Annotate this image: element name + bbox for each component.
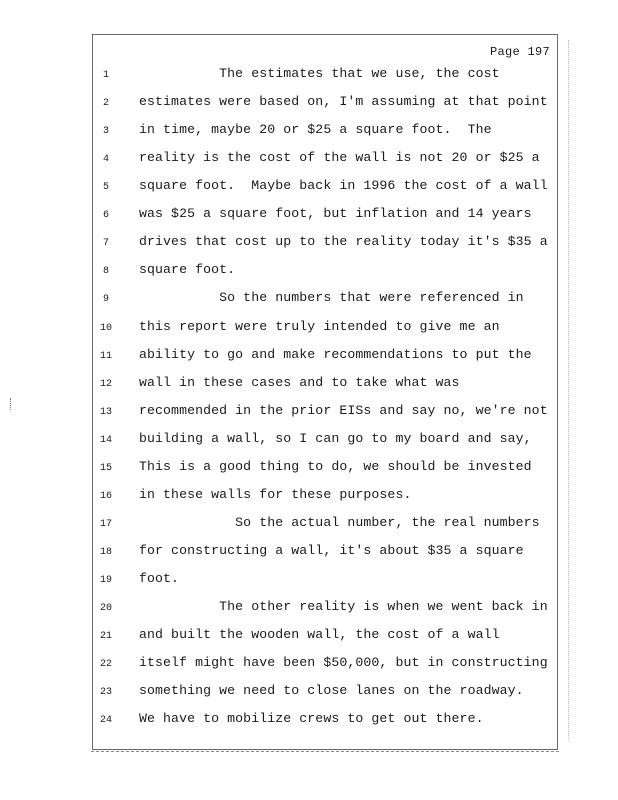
line-text: So the numbers that were referenced in: [139, 290, 524, 306]
line-number: 5: [102, 182, 109, 194]
line-number: 22: [99, 659, 112, 671]
line-text: in these walls for these purposes.: [139, 486, 412, 502]
transcript-line: [0, 375, 618, 395]
line-number: 9: [102, 294, 109, 306]
line-number: 15: [99, 462, 112, 474]
transcript-line: [0, 515, 618, 535]
transcript-line: [0, 150, 618, 170]
line-number: 12: [99, 378, 112, 390]
transcript-line: [0, 290, 618, 310]
transcript-line: [0, 178, 618, 198]
transcript-line: [0, 711, 618, 731]
line-number: 4: [102, 154, 109, 166]
page-number: Page 197: [489, 45, 550, 59]
line-text: in time, maybe 20 or $25 a square foot. The: [139, 122, 492, 138]
line-number: 8: [102, 266, 109, 278]
line-text: estimates were based on, I'm assuming at that point: [139, 94, 548, 109]
line-text: this report were truly intended to give me an: [139, 318, 500, 334]
line-text: recommended in the prior EISs and say no, we're not: [139, 402, 548, 418]
line-number: 23: [99, 687, 112, 699]
transcript-line: [0, 571, 618, 591]
transcript-line: [0, 431, 618, 451]
line-text: We have to mobilize crews to get out there.: [139, 711, 484, 727]
line-number: 6: [102, 210, 109, 222]
line-text: wall in these cases and to take what was: [139, 374, 460, 390]
transcript-line: [0, 347, 618, 367]
line-text: square foot.: [139, 262, 236, 278]
line-number: 7: [102, 238, 109, 250]
transcript-line: [0, 94, 618, 114]
line-number: 21: [99, 631, 112, 642]
line-text: and built the wooden wall, the cost of a wall: [139, 627, 500, 642]
transcript-line: [0, 487, 618, 507]
line-number: 19: [99, 574, 112, 586]
line-number: 2: [102, 98, 109, 109]
line-number: 11: [99, 350, 112, 362]
line-text: ability to go and make recommendations to put the: [139, 346, 532, 362]
line-number: 20: [99, 603, 112, 614]
line-text: reality is the cost of the wall is not 20 or $25 a: [139, 150, 540, 166]
transcript-line: [0, 122, 618, 142]
line-number: 10: [99, 322, 112, 334]
line-number: 1: [102, 70, 109, 81]
transcript-line: [0, 262, 618, 282]
line-text: foot.: [139, 570, 180, 586]
line-number: 17: [99, 518, 112, 530]
line-text: was $25 a square foot, but inflation and 14 years: [139, 206, 532, 222]
line-text: drives that cost up to the reality today it's $35 a: [139, 234, 548, 250]
transcript-line: [0, 655, 618, 675]
transcript-line: [0, 627, 618, 647]
transcript-line: [0, 319, 618, 339]
line-text: This is a good thing to do, we should be invested: [139, 458, 532, 474]
transcript-line: [0, 234, 618, 254]
transcript-line: [0, 403, 618, 423]
line-number: 24: [99, 715, 112, 727]
line-text: itself might have been $50,000, but in constructing: [139, 655, 548, 671]
line-text: something we need to close lanes on the roadway.: [139, 683, 524, 699]
line-text: So the actual number, the real numbers: [139, 514, 540, 530]
line-text: for constructing a wall, it's about $35 a square: [139, 542, 524, 558]
line-text: The estimates that we use, the cost: [139, 66, 500, 81]
line-number: 16: [99, 490, 112, 502]
line-number: 18: [99, 546, 112, 558]
transcript-line: [0, 459, 618, 479]
line-text: The other reality is when we went back in: [139, 599, 548, 614]
transcript-line: [0, 683, 618, 703]
line-text: square foot. Maybe back in 1996 the cost of a wall: [139, 178, 548, 194]
transcript-line: [0, 543, 618, 563]
line-number: 14: [99, 434, 112, 446]
transcript-line: [0, 206, 618, 226]
transcript-line: [0, 599, 618, 619]
transcript-line: [0, 66, 618, 86]
line-number: 13: [99, 406, 112, 418]
line-text: building a wall, so I can go to my board and say,: [139, 430, 532, 446]
line-number: 3: [102, 126, 109, 138]
